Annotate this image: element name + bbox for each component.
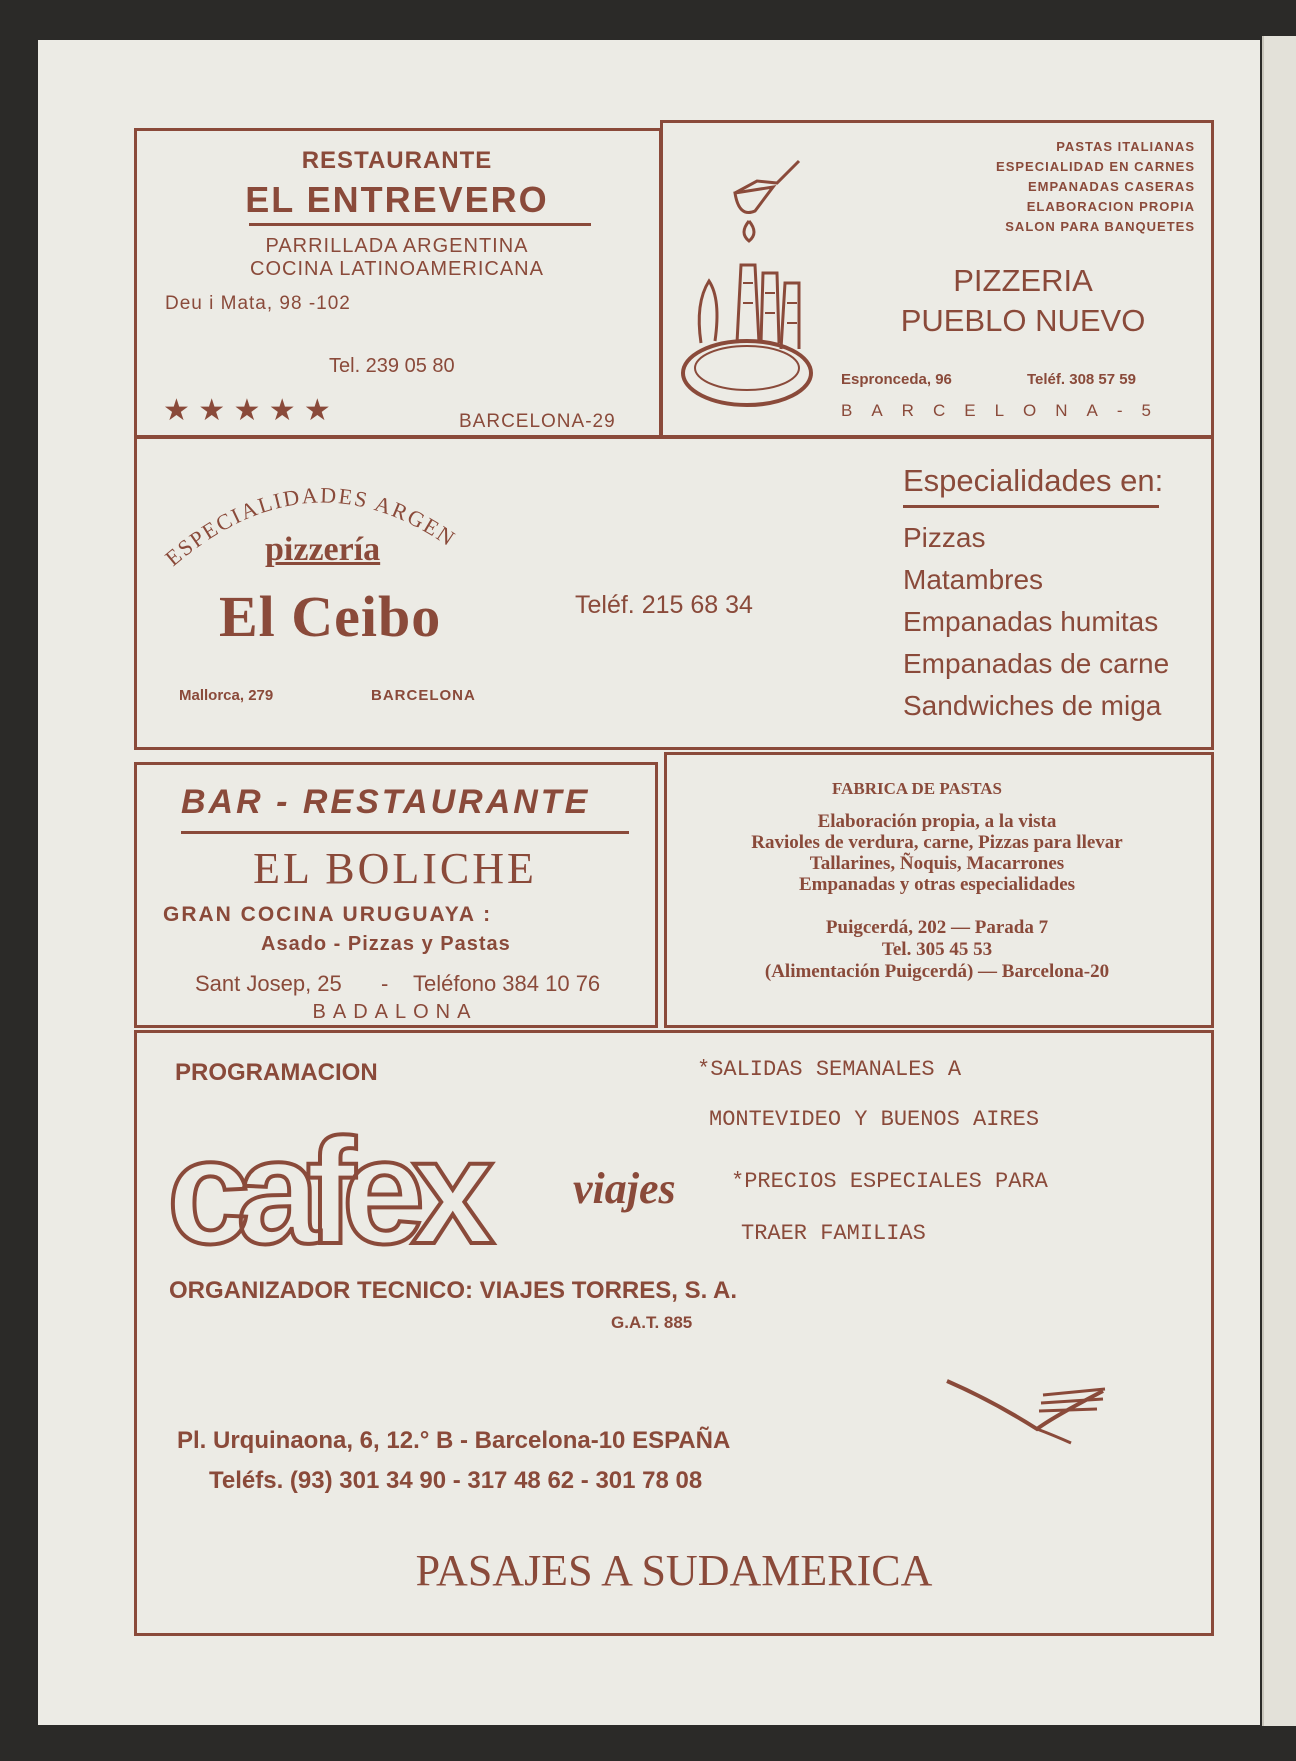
- ad2-feature: ELABORACION PROPIA: [1026, 199, 1195, 214]
- ad6-bullet: *SALIDAS SEMANALES A: [697, 1057, 962, 1082]
- ad-cafex-viajes: [134, 1030, 1214, 1636]
- ad-el-boliche: [134, 762, 658, 1028]
- ad3-specialty: Matambres: [903, 564, 1044, 595]
- ad-el-entrevero: [134, 128, 662, 438]
- ad3-phone: Teléf. 215 68 34: [575, 591, 753, 619]
- ad3-specialty: Pizzas: [903, 522, 986, 553]
- ad6-organizer: ORGANIZADOR TECNICO: VIAJES TORRES, S. A.: [169, 1277, 738, 1304]
- ad1-name: EL ENTREVERO: [245, 179, 549, 220]
- ad3-type: pizzería: [265, 531, 381, 568]
- ad2-features: [996, 137, 1195, 237]
- ad6-bullet: TRAER FAMILIAS: [741, 1221, 926, 1246]
- ad2-feature: ESPECIALIDAD EN CARNES: [996, 159, 1195, 174]
- ad2-address: Espronceda, 96: [841, 371, 952, 388]
- ad3-city: BARCELONA: [371, 687, 476, 704]
- ad5-line: Ravioles de verdura, carne, Pizzas para llevar: [751, 832, 1123, 853]
- ad3-arc-textpath: ESPECIALIDADES ARGENTINAS: [150, 439, 461, 571]
- ad4-divider: [181, 831, 629, 834]
- ad6-logo-sub: viajes: [573, 1164, 676, 1213]
- cafex-logo-text: cafex: [167, 1107, 481, 1275]
- ad6-header: PROGRAMACION: [175, 1059, 378, 1086]
- ad6-gat: G.A.T. 885: [611, 1313, 693, 1332]
- ad5-address: Puigcerdá, 202 — Parada 7: [825, 917, 1049, 938]
- ad3-specialties-title: Especialidades en:: [903, 463, 1164, 498]
- ad4-name: EL BOLICHE: [253, 844, 537, 893]
- ad2-feature: PASTAS ITALIANAS: [1056, 139, 1195, 154]
- ad2-name1: PIZZERIA: [953, 263, 1093, 298]
- ad3-title-underline: [903, 505, 1159, 508]
- ad3-name: El Ceibo: [219, 584, 442, 649]
- ad4-city: BADALONA: [312, 1001, 478, 1023]
- ad1-stars: ★ ★ ★ ★ ★: [163, 394, 331, 427]
- ad4-address: Sant Josep, 25: [195, 971, 342, 996]
- ad-pizzeria-pueblo-nuevo: [660, 120, 1214, 438]
- ad1-line1: PARRILLADA ARGENTINA: [265, 235, 529, 257]
- ad5-line: Tallarines, Ñoquis, Macarrones: [809, 853, 1065, 874]
- ad4-sep: -: [381, 971, 389, 996]
- ad2-phone: Teléf. 308 57 59: [1027, 371, 1136, 388]
- ad4-phone: Teléfono 384 10 76: [413, 971, 601, 996]
- ad-el-ceibo: [134, 436, 1214, 750]
- ad3-specialty: Empanadas humitas: [903, 606, 1159, 637]
- ad5-line: Elaboración propia, a la vista: [817, 811, 1057, 832]
- lufthansa-crane-icon: [943, 1377, 1113, 1447]
- ad1-address: Deu i Mata, 98 -102: [165, 293, 351, 314]
- ad5-title: FABRICA DE PASTAS: [831, 779, 1003, 798]
- cafex-logo: [167, 1107, 597, 1275]
- ad3-address: Mallorca, 279: [179, 687, 274, 704]
- ad2-city: BARCELONA-5: [841, 401, 1170, 420]
- ad5-line: Empanadas y otras especialidades: [798, 874, 1076, 895]
- ad1-city: BARCELONA-29: [459, 411, 616, 432]
- ad4-line1: GRAN COCINA URUGUAYA :: [163, 903, 493, 926]
- next-page-edge: [1262, 36, 1296, 1726]
- ad3-specialty: Empanadas de carne: [903, 648, 1170, 679]
- ad1-phone: Tel. 239 05 80: [329, 355, 455, 377]
- ad5-phone: Tel. 305 45 53: [881, 939, 993, 960]
- ad1-label: RESTAURANTE: [301, 147, 493, 174]
- ad2-name2: PUEBLO NUEVO: [900, 303, 1146, 338]
- ad5-lines: [667, 811, 1207, 895]
- ad6-phones: Teléfs. (93) 301 34 90 - 317 48 62 - 301 78 08: [209, 1467, 703, 1494]
- ad3-specialty-list: [903, 517, 1169, 727]
- ad6-bullet: *PRECIOS ESPECIALES PARA: [731, 1169, 1048, 1194]
- ad2-feature: EMPANADAS CASERAS: [1028, 179, 1195, 194]
- ad6-bullet: MONTEVIDEO Y BUENOS AIRES: [709, 1107, 1040, 1132]
- pizza-chef-icon: [677, 143, 827, 413]
- ad4-title: BAR - RESTAURANTE: [181, 783, 591, 821]
- ad6-address: Pl. Urquinaona, 6, 12.° B - Barcelona-10 ESPAÑA: [177, 1427, 731, 1454]
- ad2-feature: SALON PARA BANQUETES: [1005, 219, 1195, 234]
- ad5-note: (Alimentación Puigcerdá) — Barcelona-20: [764, 961, 1110, 982]
- ad6-footer: PASAJES A SUDAMERICA: [415, 1546, 933, 1595]
- ad1-line2: COCINA LATINOAMERICANA: [250, 258, 544, 280]
- ad-fabrica-de-pastas: [664, 752, 1214, 1028]
- ad1-divider: [249, 223, 591, 226]
- ad4-line2: Asado - Pizzas y Pastas: [261, 933, 511, 955]
- ad3-specialty: Sandwiches de miga: [903, 690, 1162, 721]
